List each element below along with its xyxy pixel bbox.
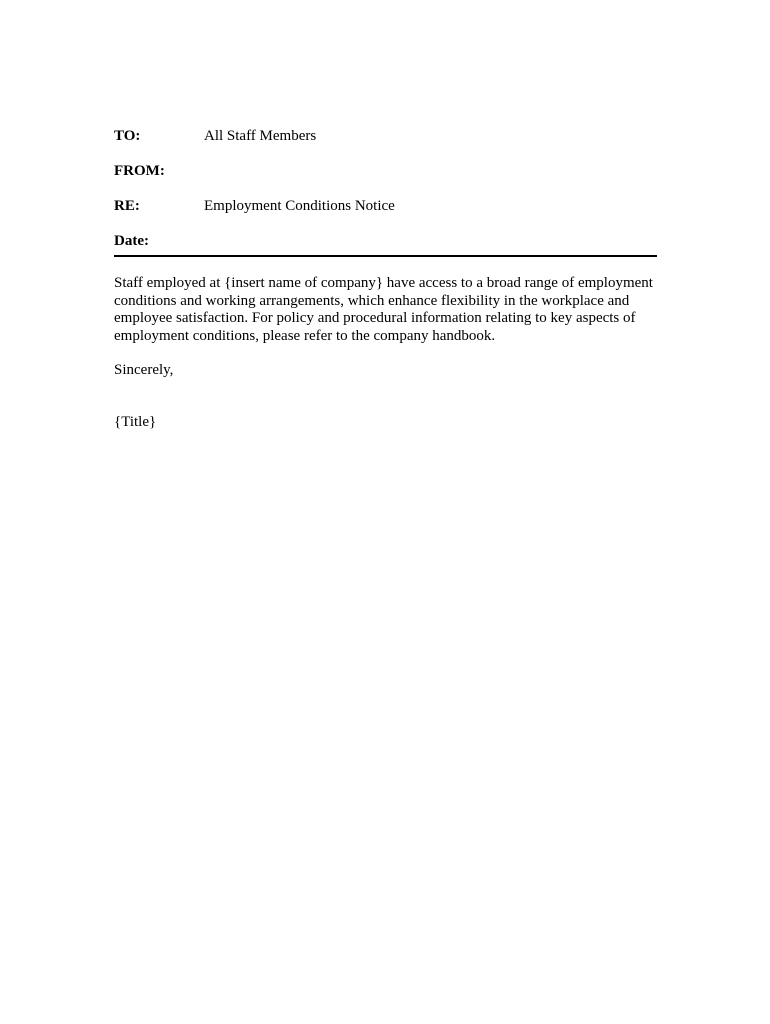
memo bbox=[114, 128, 657, 431]
from-label: FROM: bbox=[114, 163, 165, 179]
date-label: Date: bbox=[114, 233, 149, 249]
body-paragraph: Staff employed at {insert name of company} have access to a broad range of employment conditions and working arrangements, which enhance flexibility in the workplace and employee satisfaction. For policy and procedural information relating to key aspects of employment conditions, please refer to the company handbook. bbox=[114, 275, 653, 344]
from-row bbox=[114, 163, 657, 198]
date-row bbox=[114, 233, 657, 257]
to-value: All Staff Members bbox=[204, 128, 317, 144]
re-row bbox=[114, 198, 657, 233]
to-row bbox=[114, 128, 657, 163]
closing-text: Sincerely, bbox=[114, 362, 174, 378]
signature-title: {Title} bbox=[114, 413, 157, 430]
re-value: Employment Conditions Notice bbox=[204, 198, 395, 214]
re-label: RE: bbox=[114, 198, 140, 214]
to-label: TO: bbox=[114, 128, 141, 144]
